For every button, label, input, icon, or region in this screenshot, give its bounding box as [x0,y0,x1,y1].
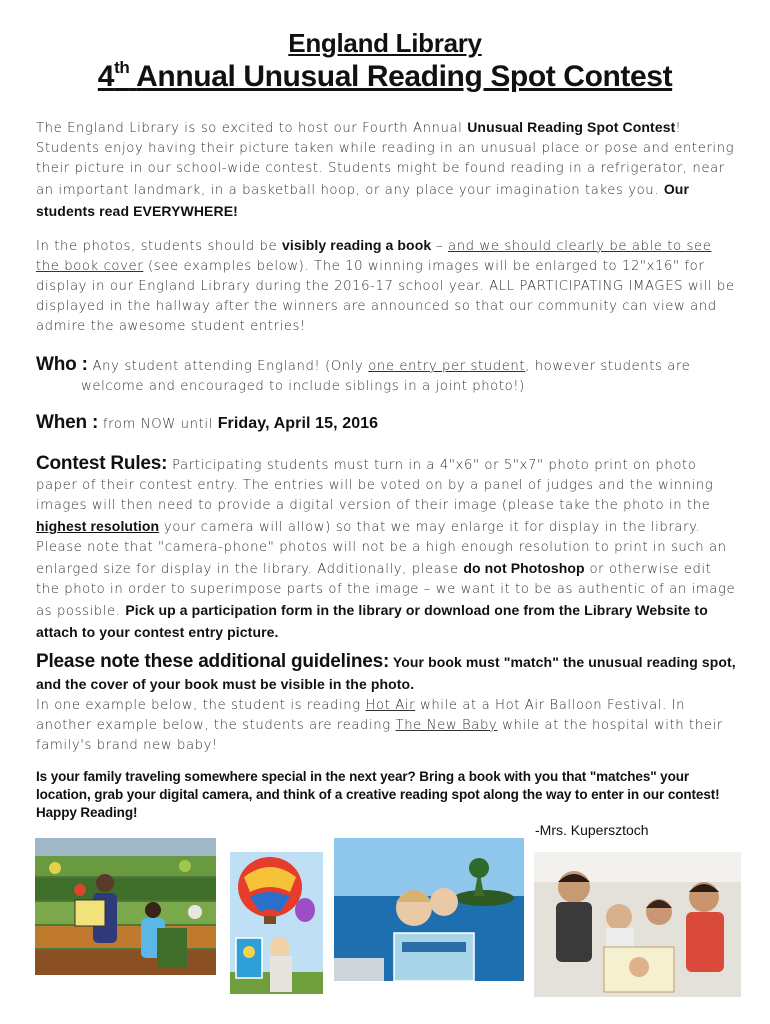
rules-no-photoshop: do not Photoshop [463,560,585,576]
photos-text-1: In the photos, students should be [36,239,282,254]
intro-contest-name: Unusual Reading Spot Contest [467,119,676,135]
library-title: England Library [288,28,482,58]
photos-dash: – [431,239,449,254]
who-text-1: Any student attending England! (Only [87,359,369,374]
closing-paragraph: Is your family traveling somewhere special in the next year? Bring a book with you that "matches" your location, grab your digital camera, and think of a creative reading spot along the way to enter in our contest! Happy Reading! [36,769,720,820]
guidelines-text-2: while at a Hot Air Balloon Festival. In another example below, the students are reading [36,698,686,733]
when-text: from NOW until [98,417,218,432]
photo-hot-air-balloon [230,852,323,994]
photo-island-water [334,838,524,981]
rules-text-1: Participating students must turn in a 4"x6" or 5"x7" photo print on photo paper of their contest entry. The entries will be voted on by a panel of judges and the winning images will then need to provide a digital version of their image (please take the photo in the [36,458,714,513]
photos-paragraph [36,235,736,337]
family-illustration [534,852,741,997]
book-title-new-baby: The New Baby [395,718,498,733]
rules-text-3: or otherwise edit the photo in order to superimpose parts of the image – we want it to be as authentic of an image as possible. [36,562,736,619]
photos-text-3: (see examples below). The 10 winning images will be enlarged to 12"x16" for display in our England Library during the 2016-17 school year. ALL PARTICIPATING IMAGES will be displayed in the hallway after the winners are announced so that our community can view and admire the awesome student entries! [36,259,735,334]
deadline-date: Friday, April 15, 2016 [217,415,379,432]
intro-text-1: The England Library is so excited to host our Fourth Annual [36,121,468,136]
rules-heading: Contest Rules: [36,453,168,474]
who-text-3: welcome and encouraged to include siblings in a joint photo!) [81,379,525,394]
guidelines-text-3: while at the hospital with their family's brand new baby! [36,718,723,753]
who-underlined: one entry per student [368,359,526,374]
guidelines-text-1: In one example below, the student is reading [36,698,366,713]
intro-text-2: ! Students enjoy having their picture taken while reading in an unusual place or pose and entering their picture in our school-wide contest. Students might be found reading in a refrigerator, near an important landmark, in a basketball hoop, or any place your imagination takes you. [36,121,735,198]
intro-tagline: Our students read EVERYWHERE! [36,181,690,219]
contest-title-text: Annual Unusual Reading Spot Contest [136,60,673,93]
grocery-illustration [35,838,216,975]
when-heading: When : [36,412,99,433]
rules-resolution: highest resolution [36,518,160,534]
who-text-2: , however students are [525,359,691,374]
contest-number-suffix: th [114,58,130,77]
guidelines-section [36,652,736,756]
book-title-hot-air: Hot Air [365,698,416,713]
contest-title [0,58,770,94]
photo-grocery-reading [35,838,216,975]
when-section [36,413,736,435]
intro-paragraph [36,117,736,223]
island-illustration [334,838,524,981]
guidelines-heading: Please note these additional guidelines: [36,651,390,672]
signature: -Mrs. Kupersztoch [535,822,649,838]
balloon-illustration [230,852,323,994]
photo-new-baby-family [534,852,741,997]
rules-text-2: your camera will allow) so that we may enlarge it for display in the library. Please note that "camera-phone" photos will not be a high enough resolution to print in such an enlarged size for display in the library. Additionally, please [36,520,727,577]
rules-form-instructions: Pick up a participation form in the library or download one from the Library Website to attach to your contest entry picture. [36,602,708,640]
contest-number: 4 [97,60,115,93]
who-heading: Who : [36,354,88,375]
guidelines-bold: Your book must "match" the unusual reading spot, and the cover of your book must be visible in the photo. [36,654,736,692]
photos-underlined: and we should clearly be able to see the book cover [36,239,712,274]
who-section [36,355,736,397]
photos-emphasis: visibly reading a book [282,237,432,253]
rules-section [36,454,736,644]
